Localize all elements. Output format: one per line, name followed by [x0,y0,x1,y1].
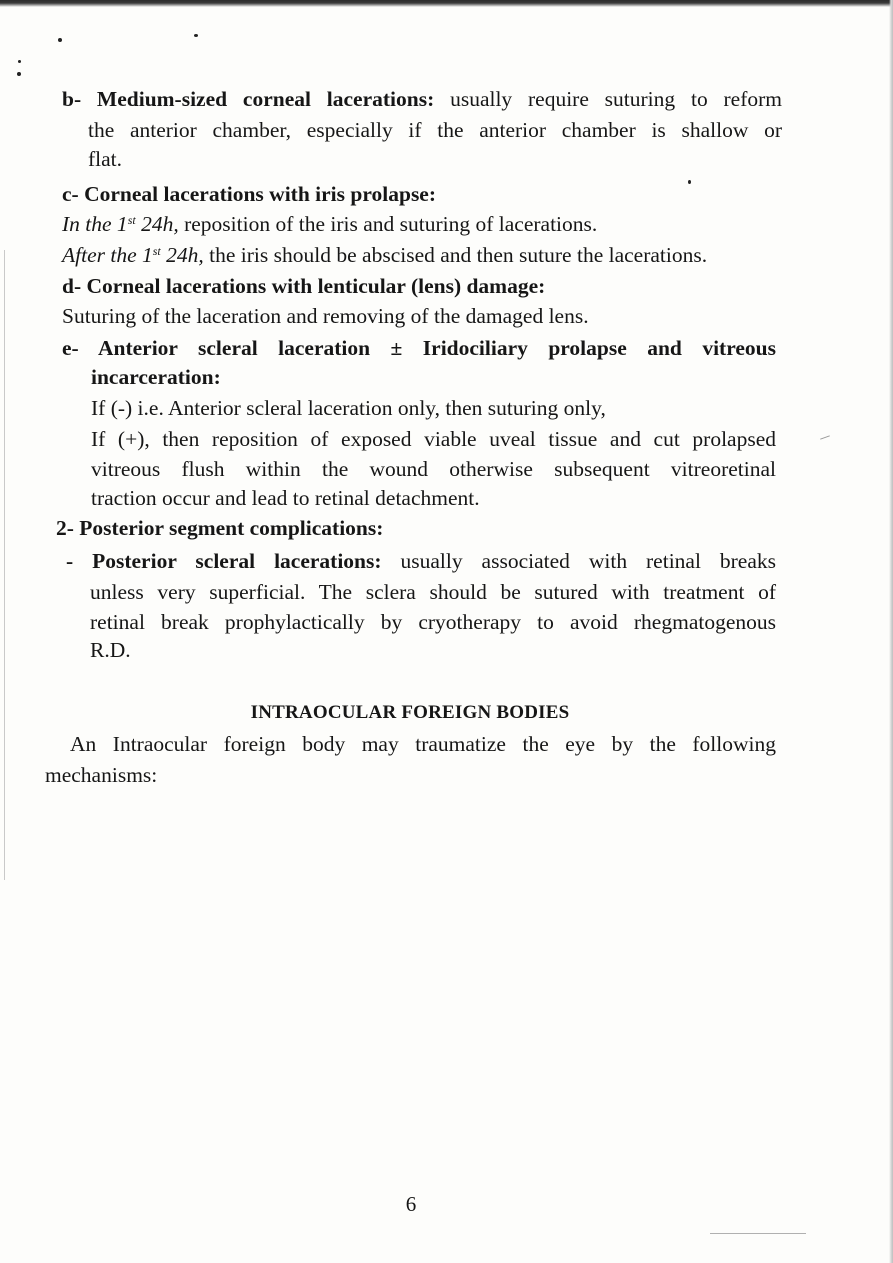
section-b-line2: the anterior chamber, especially if the anterior chamber is shallow or [88,118,782,142]
first-24h-text: reposition of the iris and suturing of lacerations. [178,212,598,236]
section-e-positive-line3: traction occur and lead to retinal detachment. [91,486,480,510]
section-e-heading-line1: e- Anterior scleral laceration ± Iridociliary prolapse and vitreous [62,336,776,360]
section-b-label: b- Medium-sized corneal lacerations: [62,87,435,111]
section-b-line1 [62,85,782,113]
iofb-line1: An Intraocular foreign body may traumatize the eye by the following [70,732,776,756]
section-c-heading: c- Corneal lacerations with iris prolapse: [62,182,437,206]
section-c-after-24h [62,241,707,269]
section-2-line4: R.D. [90,638,131,662]
page-number: 6 [405,1192,417,1216]
section-e-heading-line2: incarceration: [91,365,221,389]
iofb-line2: mechanisms: [45,763,158,787]
section-2-line3: retinal break prophylactically by cryotherapy to avoid rhegmatogenous [90,610,776,634]
section-b-line3: flat. [88,147,123,171]
section-d-text: Suturing of the laceration and removing of the damaged lens. [62,304,589,328]
section-c-first-24h [62,210,597,238]
posterior-scleral-text: usually associated with retinal breaks [400,549,776,573]
after-24h-text: the iris should be abscised and then suture the lacerations. [203,243,708,267]
section-2-heading: 2- Posterior segment complications: [56,516,384,540]
section-2-line2: unless very superficial. The sclera should be sutured with treatment of [90,580,776,604]
section-e-negative: If (-) i.e. Anterior scleral laceration only, then suturing only, [91,396,606,420]
after-24h-lead: After the 1st 24h, [62,243,204,267]
posterior-scleral-label: - Posterior scleral lacerations: [66,549,382,573]
section-d-heading: d- Corneal lacerations with lenticular (lens) damage: [62,274,546,298]
section-2-line1 [66,547,776,575]
iofb-title: INTRAOCULAR FOREIGN BODIES [250,702,570,723]
section-e-positive-line2: vitreous flush within the wound otherwise subsequent vitreoretinal [91,457,776,481]
first-24h-lead: In the 1st 24h, [62,212,179,236]
section-e-positive-line1: If (+), then reposition of exposed viable uveal tissue and cut prolapsed [91,427,776,451]
section-b-text: usually require suturing to reform [450,87,782,111]
